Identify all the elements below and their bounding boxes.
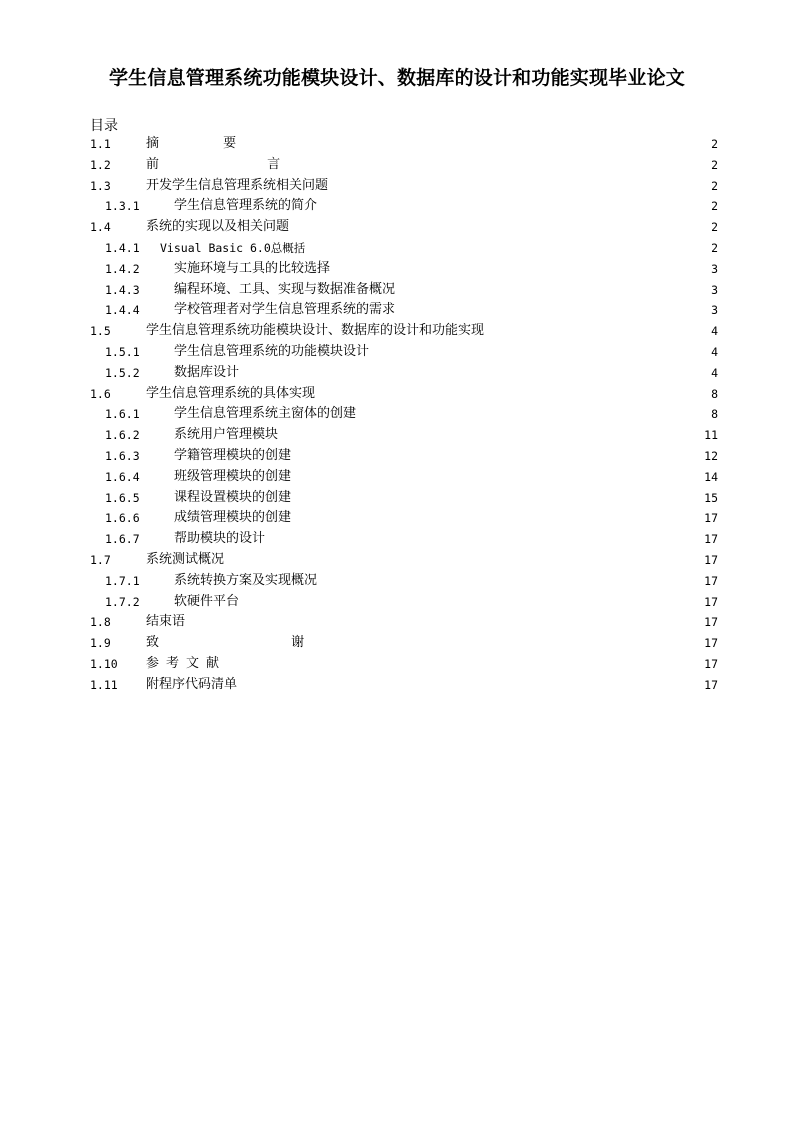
toc-entry-title: 学生信息管理系统主窗体的创建 — [174, 406, 357, 422]
toc-entry[interactable] — [90, 654, 718, 675]
toc-entry-title: 学生信息管理系统的简介 — [174, 198, 318, 214]
toc-entry-number: 1.7.1 — [105, 573, 140, 588]
toc-entry-number: 1.4.2 — [105, 261, 140, 276]
toc-entry-number: 1.4 — [90, 220, 111, 235]
toc-entry-number: 1.7 — [90, 552, 111, 567]
toc-entry-title: 附程序代码清单 — [146, 676, 238, 692]
toc-entry[interactable] — [90, 425, 718, 446]
toc-entry-title: 系统用户管理模块 — [174, 427, 279, 443]
toc-entry[interactable] — [90, 196, 718, 217]
toc-entry-title: 实施环境与工具的比较选择 — [174, 260, 331, 276]
toc-entry-title: 系统测试概况 — [146, 551, 225, 567]
toc-entry[interactable] — [90, 384, 718, 405]
toc-entry[interactable] — [90, 633, 718, 654]
toc-entry[interactable] — [90, 571, 718, 592]
toc-entry-page: 17 — [704, 552, 718, 567]
toc-entry[interactable] — [90, 238, 718, 259]
toc-entry-number: 1.11 — [90, 677, 118, 692]
toc-entry-number: 1.7.2 — [105, 594, 140, 609]
toc-entry[interactable] — [90, 280, 718, 301]
toc-entry-page: 17 — [704, 636, 718, 651]
toc-entry-page: 17 — [704, 594, 718, 609]
toc-entry-title: 开发学生信息管理系统相关问题 — [146, 177, 329, 193]
toc-entry-title: 参考文献 — [146, 655, 227, 671]
toc-entry-number: 1.6.3 — [105, 448, 140, 463]
toc-entry-page: 2 — [711, 199, 718, 214]
toc-entry-title: 学生信息管理系统功能模块设计、数据库的设计和功能实现 — [146, 323, 485, 339]
toc-entry-number: 1.1 — [90, 137, 111, 151]
toc-entry-page: 3 — [711, 282, 718, 297]
toc-entry-page: 2 — [711, 178, 718, 193]
table-of-contents — [90, 134, 718, 696]
toc-entry-number: 1.4.3 — [105, 282, 140, 297]
toc-entry-page: 3 — [711, 303, 718, 318]
toc-entry-page: 4 — [711, 365, 718, 380]
toc-entry-number: 1.9 — [90, 636, 111, 651]
toc-entry[interactable] — [90, 488, 718, 509]
toc-entry-page: 11 — [704, 428, 718, 443]
toc-entry-number: 1.4.4 — [105, 303, 140, 318]
toc-heading: 目录 — [90, 118, 118, 134]
toc-entry-page: 15 — [704, 490, 718, 505]
toc-entry[interactable] — [90, 300, 718, 321]
toc-entry-number: 1.10 — [90, 656, 118, 671]
page-title: 学生信息管理系统功能模块设计、数据库的设计和功能实现毕业论文 — [108, 67, 685, 89]
toc-entry-number: 1.5.2 — [105, 365, 140, 380]
toc-entry-title: 前 言 — [146, 156, 333, 172]
toc-entry-title: 成绩管理模块的创建 — [174, 510, 292, 526]
toc-entry-page: 17 — [704, 532, 718, 547]
toc-entry-title: 数据库设计 — [174, 364, 240, 380]
toc-entry[interactable] — [90, 363, 718, 384]
toc-entry-title: 软硬件平台 — [174, 593, 240, 609]
toc-entry[interactable] — [90, 217, 718, 238]
toc-entry[interactable] — [90, 675, 718, 696]
toc-entry-number: 1.6.5 — [105, 490, 140, 505]
toc-entry-number: 1.3.1 — [105, 199, 140, 214]
toc-entry[interactable] — [90, 176, 718, 197]
toc-entry-page: 2 — [711, 220, 718, 235]
toc-entry[interactable] — [90, 134, 718, 155]
toc-entry[interactable] — [90, 404, 718, 425]
toc-entry-page: 17 — [704, 573, 718, 588]
toc-entry-page: 2 — [711, 240, 718, 255]
toc-entry-title: 系统转换方案及实现概况 — [174, 572, 318, 588]
toc-entry[interactable] — [90, 446, 718, 467]
toc-entry-number: 1.6.2 — [105, 428, 140, 443]
toc-entry-page: 17 — [704, 677, 718, 692]
toc-entry-title: 课程设置模块的创建 — [174, 489, 292, 505]
toc-entry-title: 学生信息管理系统的功能模块设计 — [174, 343, 370, 359]
toc-entry-page: 17 — [704, 511, 718, 526]
toc-entry-page: 14 — [704, 469, 718, 484]
toc-entry-number: 1.8 — [90, 615, 111, 630]
toc-entry-title: 编程环境、工具、实现与数据准备概况 — [174, 281, 396, 297]
toc-entry-number: 1.4.1 — [105, 240, 140, 255]
toc-entry-title: 摘 要 — [146, 136, 267, 151]
toc-entry-page: 4 — [711, 344, 718, 359]
toc-entry-title: 结束语 — [146, 614, 186, 630]
toc-entry-page: 17 — [704, 656, 718, 671]
toc-entry-page: 4 — [711, 324, 718, 339]
toc-entry[interactable] — [90, 612, 718, 633]
toc-entry-title: 班级管理模块的创建 — [174, 468, 292, 484]
toc-entry[interactable] — [90, 259, 718, 280]
toc-entry-page: 17 — [704, 615, 718, 630]
toc-entry[interactable] — [90, 342, 718, 363]
toc-entry-page: 3 — [711, 261, 718, 276]
toc-entry-number: 1.6.4 — [105, 469, 140, 484]
toc-entry-number: 1.3 — [90, 178, 111, 193]
toc-entry[interactable] — [90, 321, 718, 342]
toc-entry-title: 学籍管理模块的创建 — [174, 447, 292, 463]
toc-entry[interactable] — [90, 467, 718, 488]
toc-entry-number: 1.6.7 — [105, 532, 140, 547]
toc-entry-title: Visual Basic 6.0总概括 — [160, 240, 306, 255]
toc-entry-number: 1.6.1 — [105, 407, 140, 422]
toc-entry-number: 1.5 — [90, 324, 111, 339]
toc-entry-title: 学校管理者对学生信息管理系统的需求 — [174, 302, 396, 318]
toc-entry-title: 学生信息管理系统的具体实现 — [146, 385, 316, 401]
toc-entry-number: 1.6.6 — [105, 511, 140, 526]
toc-entry-page: 2 — [711, 157, 718, 172]
toc-entry[interactable] — [90, 508, 718, 529]
toc-entry-title: 帮助模块的设计 — [174, 531, 266, 547]
toc-entry-number: 1.5.1 — [105, 344, 140, 359]
toc-entry-number: 1.6 — [90, 386, 111, 401]
toc-entry-page: 8 — [711, 407, 718, 422]
toc-entry[interactable] — [90, 155, 718, 176]
toc-entry[interactable] — [90, 592, 718, 613]
toc-entry-page: 8 — [711, 386, 718, 401]
toc-entry-title: 致 谢 — [146, 635, 369, 651]
toc-entry-page: 12 — [704, 448, 718, 463]
toc-entry[interactable] — [90, 529, 718, 550]
toc-entry-title: 系统的实现以及相关问题 — [146, 219, 290, 235]
toc-entry-page: 2 — [711, 137, 718, 151]
toc-entry-number: 1.2 — [90, 157, 111, 172]
toc-entry[interactable] — [90, 550, 718, 571]
